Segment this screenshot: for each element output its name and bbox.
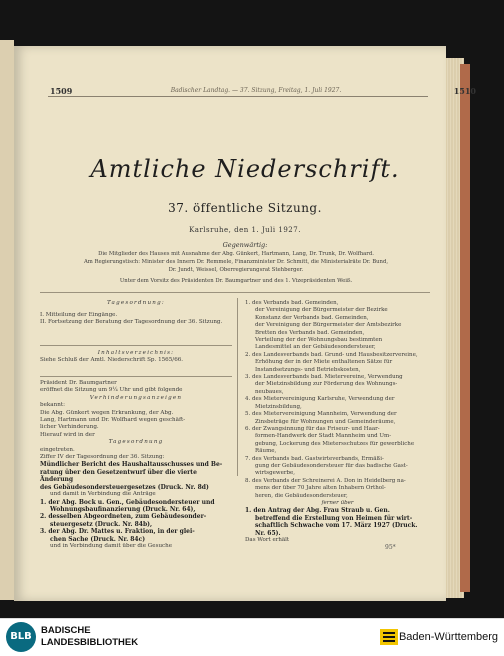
body-line: 1. des Verbands bad. Gemeinden, <box>245 300 339 306</box>
body-line: Konstanz der Verbands bad. Gemeinden, <box>255 314 369 321</box>
left-page-number: 1509 <box>50 86 73 96</box>
body-line: Lang, Hartmann und Dr. Wolfhard wegen geschäft- <box>40 417 186 424</box>
body-line: Zinsbeträge für Wohnungen und Gemeinderäume, <box>255 418 396 425</box>
bold-line: Mündlicher Bericht des Haushaltausschusses und Be- <box>40 461 223 469</box>
body-line: eröffnet die Sitzung um 9¼ Uhr und gibt folgende <box>40 387 183 394</box>
header-rule <box>48 96 428 97</box>
present-line: Unter dem Vorsitz des Präsidenten Dr. Baumgartner und des 1. Vizepräsidenten Weiß. <box>119 278 353 284</box>
agenda-item: II. Fortsetzung der Beratung der Tagesordnung der 36. Sitzung. <box>40 319 223 326</box>
body-line: 7. des Verbands bad. Gastwirteverbands, Ermäßi- <box>245 455 384 462</box>
body-line: Mietzinsbildung, <box>255 403 302 410</box>
bold-line: steuergesetz (Druck. Nr. 84b), <box>50 520 153 528</box>
body-line: Bretten des Verbands bad. Gemeinden, <box>255 329 365 336</box>
document-title: Amtliche Niederschrift. <box>90 155 400 183</box>
body-line: gung der Gebäudesondersteuer für das badische Gast- <box>255 462 408 469</box>
body-line: ferner über <box>321 499 354 506</box>
session-heading: 37. öffentliche Sitzung. <box>168 201 322 215</box>
present-line: Die Mitglieder des Hauses mit Ausnahme der Abg. Günkert, Hartmann, Lang, Dr. Trunk, Dr. Wolfhard. <box>98 251 374 257</box>
right-page-number: 1510 <box>453 86 476 96</box>
contents-heading: Inhaltsverzeichnis: <box>97 350 175 356</box>
body-line: Instandsetzungs- und Betriebskosten, <box>255 366 361 373</box>
bold-line: 3. der Abg. Dr. Mattes u. Fraktion, in der glei- <box>40 528 195 536</box>
bold-line: 1. den Antrag der Abg. Frau Straub u. Gen. <box>245 507 390 515</box>
body-line: Landesmittel an der Gebäudesondersteuer, <box>255 344 376 351</box>
column-divider <box>237 298 238 476</box>
running-head: Badischer Landtag. — 37. Sitzung, Freitag, 1. Juli 1927. <box>170 87 342 94</box>
body-line: und damit in Verbindung die Anträge <box>50 491 156 498</box>
body-line: formen-Handwerk der Stadt Mannheim und Um- <box>255 433 392 440</box>
body-line: wirtsgewerbe, <box>255 470 296 477</box>
body-line: Räume, <box>255 448 277 455</box>
body-line: Hierauf wird in der <box>40 431 95 438</box>
body-line: 3. des Landesverbands bad. Mietervereine, Verwendung <box>245 374 403 381</box>
body-line: 8. des Verbands der Schreinerei A. Don in Heidelberg na- <box>245 477 406 484</box>
body-line: heren, die Gebäudesondersteuer, <box>255 492 348 499</box>
footer-bar <box>0 618 504 656</box>
bold-line: 1. der Abg. Bock u. Gen., Gebäudesondersteuer und <box>40 498 215 506</box>
bold-line: Nr. 65). <box>255 529 281 537</box>
bold-line: des Gebäudesondersteuergesetzes (Druck. Nr. 8d) <box>40 483 209 491</box>
body-line: eingetreten. <box>40 446 75 453</box>
present-line: Dr. Jundt, Weissel, Oberregierungsrat Stehberger. <box>168 267 304 273</box>
body-line: der Vereinigung der Bürgermeister der Bezirke <box>255 307 388 314</box>
section-rule <box>40 292 430 293</box>
book-cover-edge <box>460 64 470 592</box>
right-column <box>245 300 430 544</box>
body-line: der Vereinigung der Bürgermeister der Amtsbezirke <box>255 322 402 329</box>
body-line: Präsident Dr. Baumgartner <box>40 380 117 386</box>
bold-line: Wohnungsbaufinanzierung (Druck. Nr. 64), <box>50 505 196 513</box>
agenda-item: I. Mitteilung der Eingänge. <box>40 312 118 318</box>
body-line: Erhöhung der in der Miete enthaltenen Sätze für <box>255 359 393 366</box>
body-line: mens der über 70 Jahre alten Inhabern Orthol- <box>255 485 386 492</box>
book-left-edge <box>0 40 14 600</box>
bold-line: 2. desselben Abgeordneten, zum Gebäudesonder- <box>40 513 207 521</box>
body-line: Verteilung der der Wohnungsbau bestimmten <box>255 337 383 344</box>
body-line: bekannt: <box>40 402 65 409</box>
body-line: Tagesordnung <box>108 439 164 446</box>
bold-line: betreffend die Erstellung von Heimen für wirt- <box>255 514 413 522</box>
body-line: neubaues, <box>255 388 284 395</box>
section-rule <box>40 345 232 346</box>
body-line: der Mietzinsbildung zur Förderung des Wohnungs- <box>255 381 398 388</box>
body-line: Die Abg. Günkert wegen Erkrankung, der Abg. <box>40 409 174 416</box>
section-rule <box>40 376 232 377</box>
library-name[interactable] <box>41 625 138 649</box>
state-name[interactable]: Baden-Württemberg <box>398 631 498 643</box>
blb-logo[interactable]: BLB <box>6 622 36 652</box>
bold-line: schaftlich Schwache vom 17. März 1927 (Druck. <box>255 522 418 530</box>
present-heading: Gegenwärtig: <box>222 241 268 249</box>
body-line: 2. des Landesverbands bad. Grund- und Hausbesitzervereine, <box>245 351 418 358</box>
library-name-line2: LANDESBIBLIOTHEK <box>41 637 139 648</box>
present-line: Am Regierungstisch: Minister des Innern Dr. Remmele, Finanzminister Dr. Schmitt, die Ministerialräte Dr. Bund, <box>83 259 389 265</box>
contents-text: Siehe Schluß der Amtl. Niederschrift Sp. 1565/66. <box>40 357 184 364</box>
body-line: licher Verhinderung. <box>40 424 99 431</box>
body-line: Verhinderungsanzeigen <box>89 394 183 401</box>
body-line: 4. des Mietervereinigung Karlsruhe, Verwendung der <box>245 396 395 403</box>
bold-line: chen Sache (Druck. Nr. 84c) <box>50 535 146 543</box>
body-line: 5. des Mietervereinigung Mannheim, Verwendung der <box>245 411 397 418</box>
body-line: 6. der Zwangsinnung für das Friseur- und Haar- <box>245 425 380 432</box>
library-name-line1: BADISCHE <box>41 625 91 636</box>
body-line: Das Wort erhält <box>245 537 290 543</box>
body-line: und in Verbindung damit über die Gesuche <box>50 542 173 549</box>
date-line: Karlsruhe, den 1. Juli 1927. <box>189 226 301 234</box>
body-line: Ziffer IV der Tagesordnung der 36. Sitzung: <box>40 454 165 461</box>
state-crest-icon <box>378 627 400 647</box>
agenda-heading: Tagesordnung: <box>107 300 165 306</box>
body-line: gebung, Lockerung des Mietersschutzes für gewerbliche <box>255 440 415 447</box>
signature-mark: 95* <box>385 544 396 551</box>
bold-line: ratung über den Gesetzentwurf über die vierte Änderung <box>40 468 197 484</box>
